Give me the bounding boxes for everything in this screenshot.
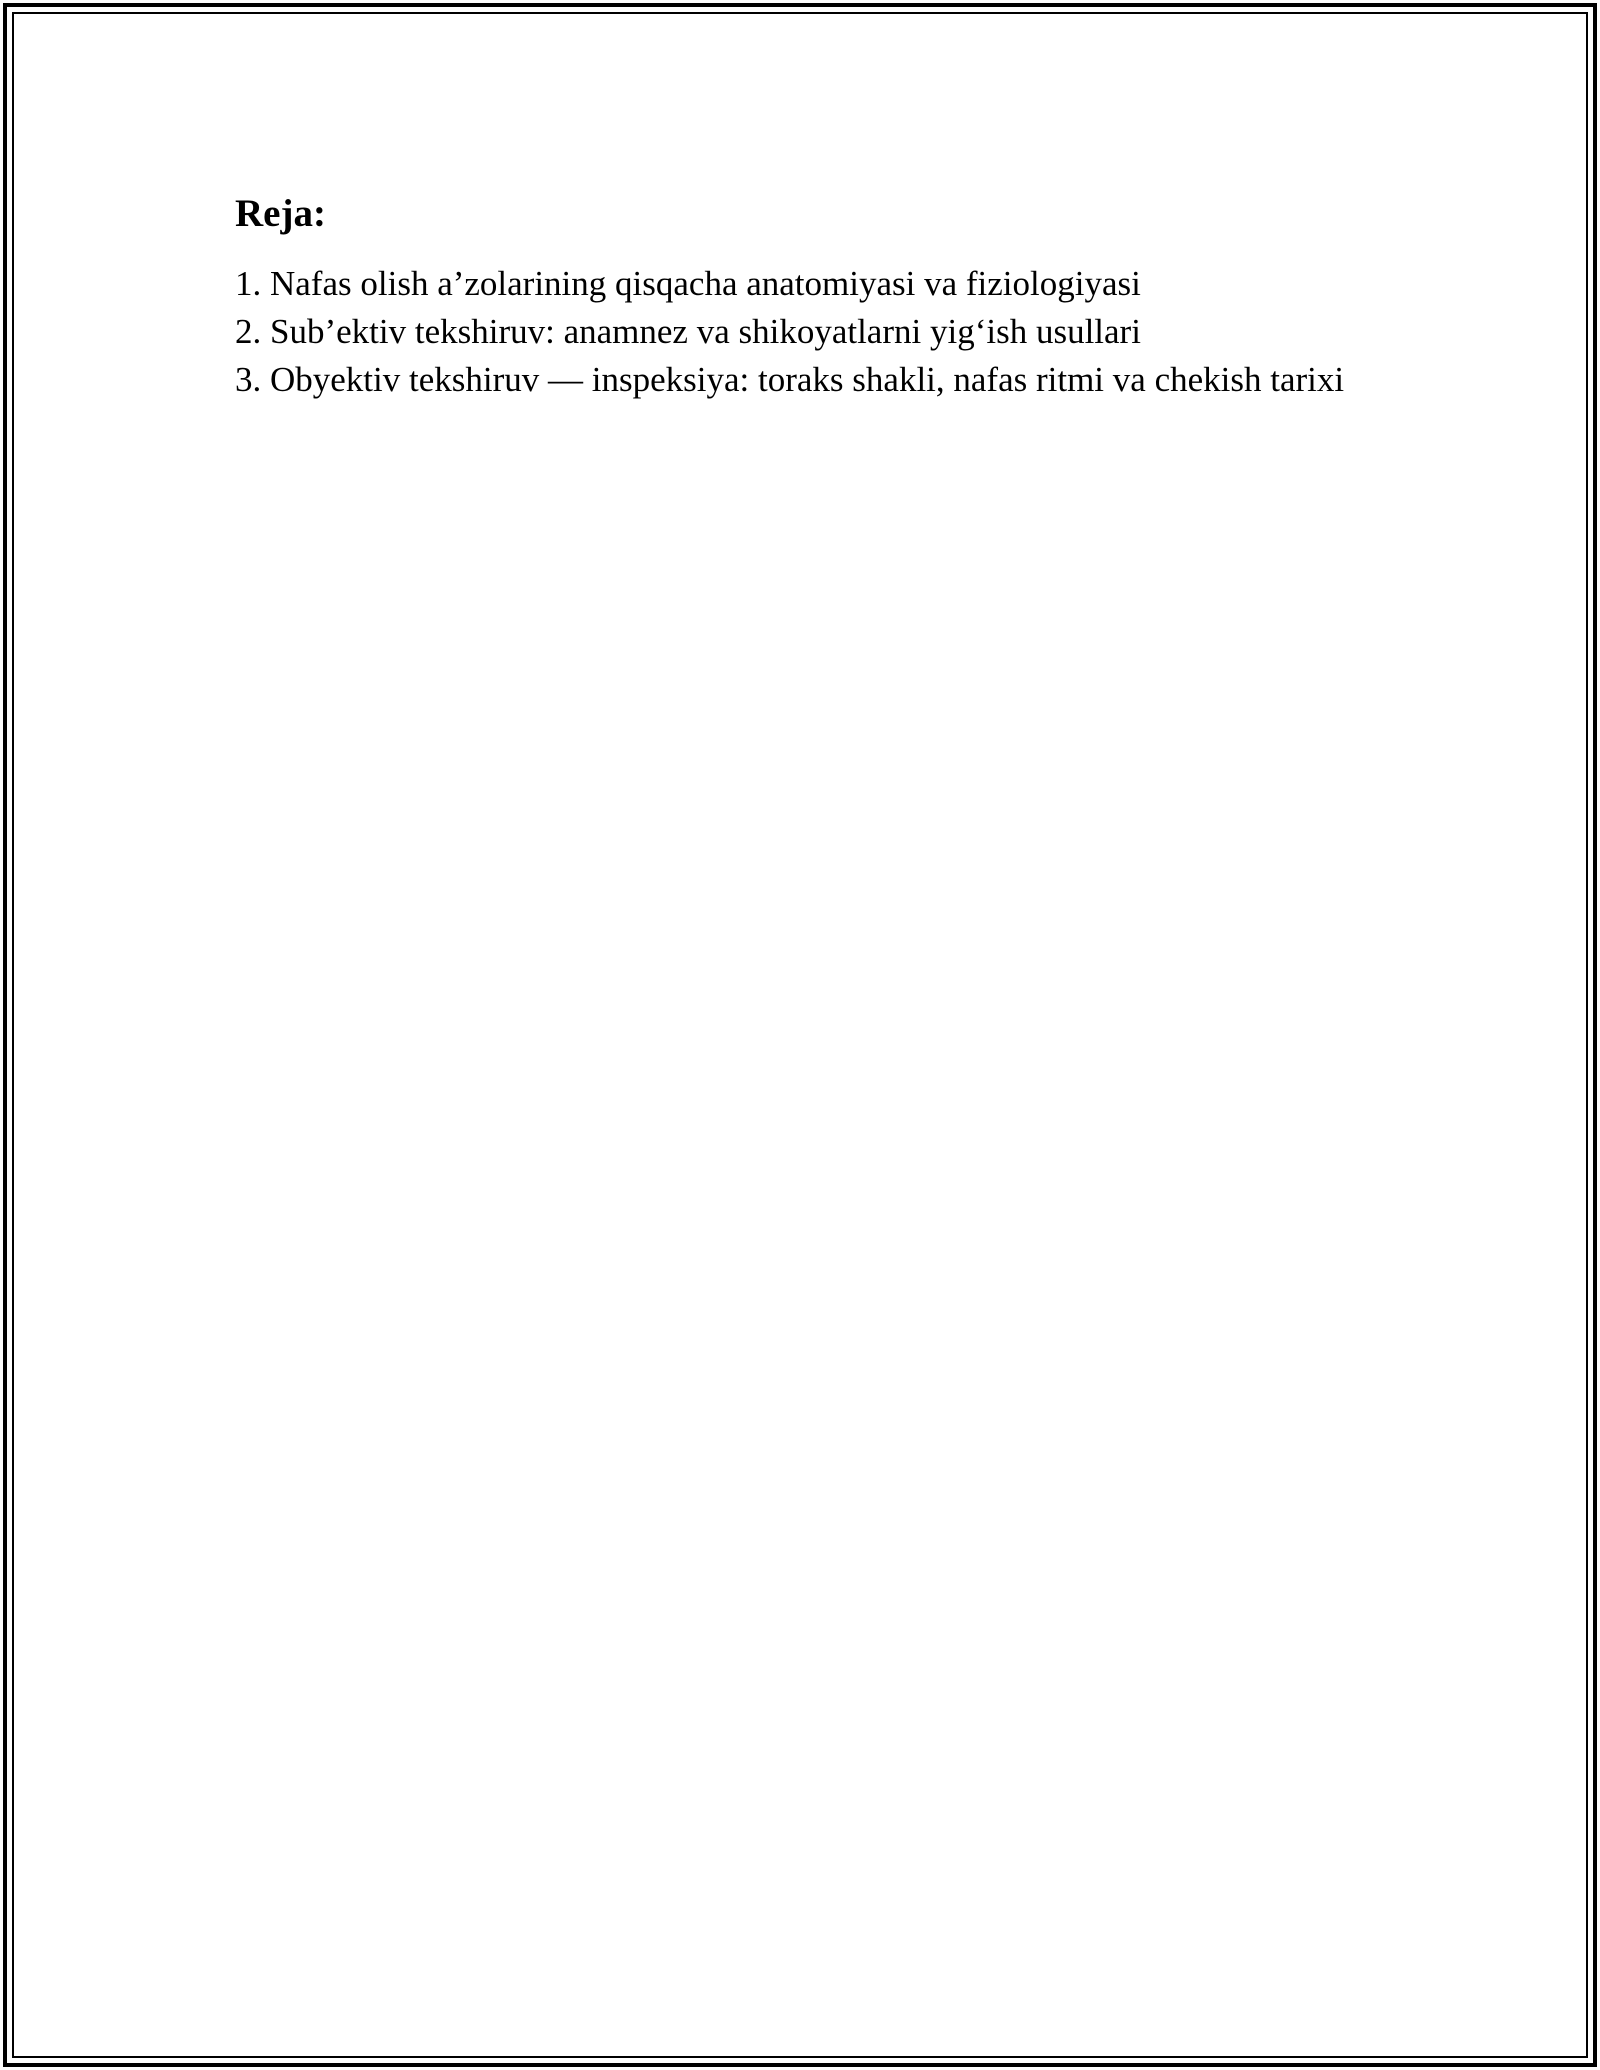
plan-item-3: 3. Obyektiv tekshiruv — inspeksiya: toraks shakli, nafas ritmi va chekish tarixi bbox=[235, 360, 1345, 399]
plan-item-1: 1. Nafas olish a’zolarining qisqacha anatomiyasi va fiziologiyasi bbox=[235, 264, 1141, 303]
plan-item-2: 2. Sub’ektiv tekshiruv: anamnez va shikoyatlarni yig‘ish usullari bbox=[235, 312, 1141, 351]
plan-list bbox=[235, 260, 1355, 404]
plan-heading: Reja: bbox=[235, 192, 326, 235]
page-content bbox=[235, 188, 1355, 404]
